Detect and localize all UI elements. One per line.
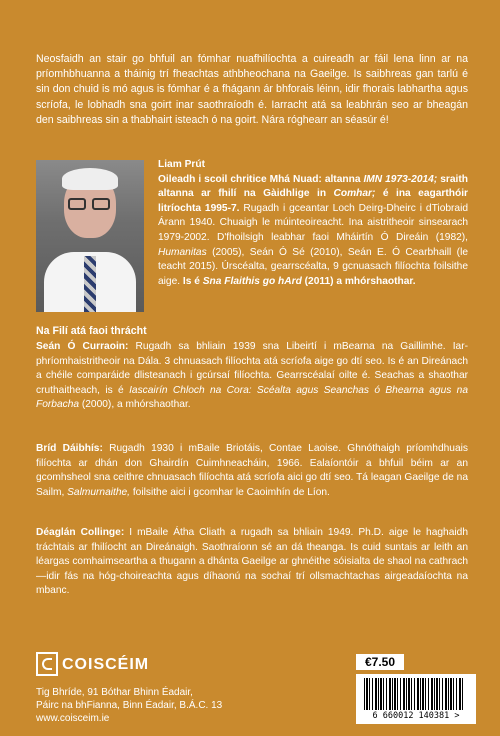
photo-hair <box>62 168 118 190</box>
poet-entry-o-curraoin: Seán Ó Curraoin: Rugadh sa bhliain 1939 sna Libeirtí i mBearna na Gaillimhe. Iar-phríomhaistritheoir na Dála. 3 chnuasach filíochta atá scríofa aige go dtí seo. Is é an Direánach a chéile comparáide dlisteanach i gcúrsaí filíochta. Gearrscéalaí oilte é. Seachas a shaothar cruthaitheach, is é Iascairín Chloch na Cora: Scéalta agus Seanchas ó Bhearna agus na Forbacha (2000), a mhórshaothar. <box>36 341 469 411</box>
author-bio <box>158 158 468 289</box>
poet-name: Bríd Dáibhís: <box>36 443 103 454</box>
photo-glasses <box>68 198 112 210</box>
publisher-address-line-1: Tig Bhríde, 91 Bóthar Bhinn Éadair, <box>36 687 193 698</box>
poet-entry-daibhis: Bríd Dáibhís: Rugadh 1930 i mBaile Briotáis, Contae Laoise. Ghnóthaigh príomhdhuais filíochta ar dhán don Ghairdín Cuimhneacháin, 1966. Ealaíontóir a bhfuil béim ar an gcomhsheol sna ceithre chnuasach filíochta atá scríofa aici go dtí seo. Tá leagan Gaeilge de na Sailm, Salmurnaithe, foilsithe aici i gcomhar le Caoimhín de Líon. <box>36 443 468 498</box>
poet-entry-collinge: Déaglán Collinge: I mBaile Átha Cliath a rugadh sa bhliain 1949. Ph.D. aige le haghaidh tráchtais ar fhilíocht an Direánaigh. Saothraíonn sé an dá theanga. Is cuid suntais ar leith an léargas comhaimseartha a thugann a dhánta Gaeilge ar ghnéithe sóisialta de shaol na cathrach—idir fás na hóg-choireachta agus díhaonú na sochaí trí ollsmachtachas airgeadaíochta na mbanc. <box>36 527 468 597</box>
poet-name: Seán Ó Curraoin: <box>36 341 129 352</box>
publisher-logo <box>36 652 276 676</box>
author-bio-major-work: Is é Sna Flaithis go hArd (2011) a mhórshaothar. <box>182 275 416 287</box>
author-name: Liam Prút <box>158 159 205 170</box>
publisher-website[interactable]: www.coisceim.ie <box>36 713 110 724</box>
price-label: €7.50 <box>356 654 404 670</box>
publisher-logo-text: COISCÉIM <box>62 655 150 673</box>
poet-name: Déaglán Collinge: <box>36 527 125 538</box>
publisher-address-line-2: Páirc na bhFianna, Binn Éadair, B.Á.C. 13 <box>36 700 223 711</box>
barcode <box>356 674 476 724</box>
publisher-block <box>36 652 276 725</box>
author-bio-training: Oileadh i scoil chritice Mhá Nuad: altanna IMN 1973-2014; sraith altanna ar fhilí na Gàidhlige in Comhar; é ina eagarthóir litríochta 1995-7. <box>158 173 468 214</box>
barcode-bars <box>364 678 464 710</box>
poets-heading: Na Filí atá faoi thrácht <box>36 325 147 337</box>
author-bio-life: Rugadh i gceantar Loch Deirg-Dheirc i dTiobraid Árann 1940. Chuaigh le múinteoireacht. Ina aistritheoir sinsearach 1979-2002. D'fhoilsigh leabhar faoi Mháirtín Ó Direáin (1982), Humanitas (2005), Seán Ó Sé (2010), Seán E. Ó Cearbhaill (le teacht 2015). Úrscéalta, gearrscéalta, 9 gcnuasach filíochta foilsithe aige. <box>158 202 469 287</box>
intro-paragraph: Neosfaidh an stair go bhfuil an fómhar nuafhilíochta a cuireadh ar fáil lena linn ar na príomhbhuanna a tháinig trí fheachtas athbheochana na Gaeilge. Is saibhreas gan tarlú é sin don chuid is mó agus is fómhar é a fhágann ár bhforais léinn, idir fhorais labhartha agus scríofa, le lobhadh sna goirt inar saothraíodh é. Iarracht atá sa leabhrán seo ar bheagán den saibhreas sin a thabhairt isteach ó na goirt. Nára róghearr an séasúr é! <box>36 53 468 126</box>
photo-tie <box>84 256 96 312</box>
author-photo <box>36 160 144 312</box>
coisceim-logo-icon <box>36 652 58 676</box>
barcode-number: 6 660012 140381 > <box>372 711 460 721</box>
